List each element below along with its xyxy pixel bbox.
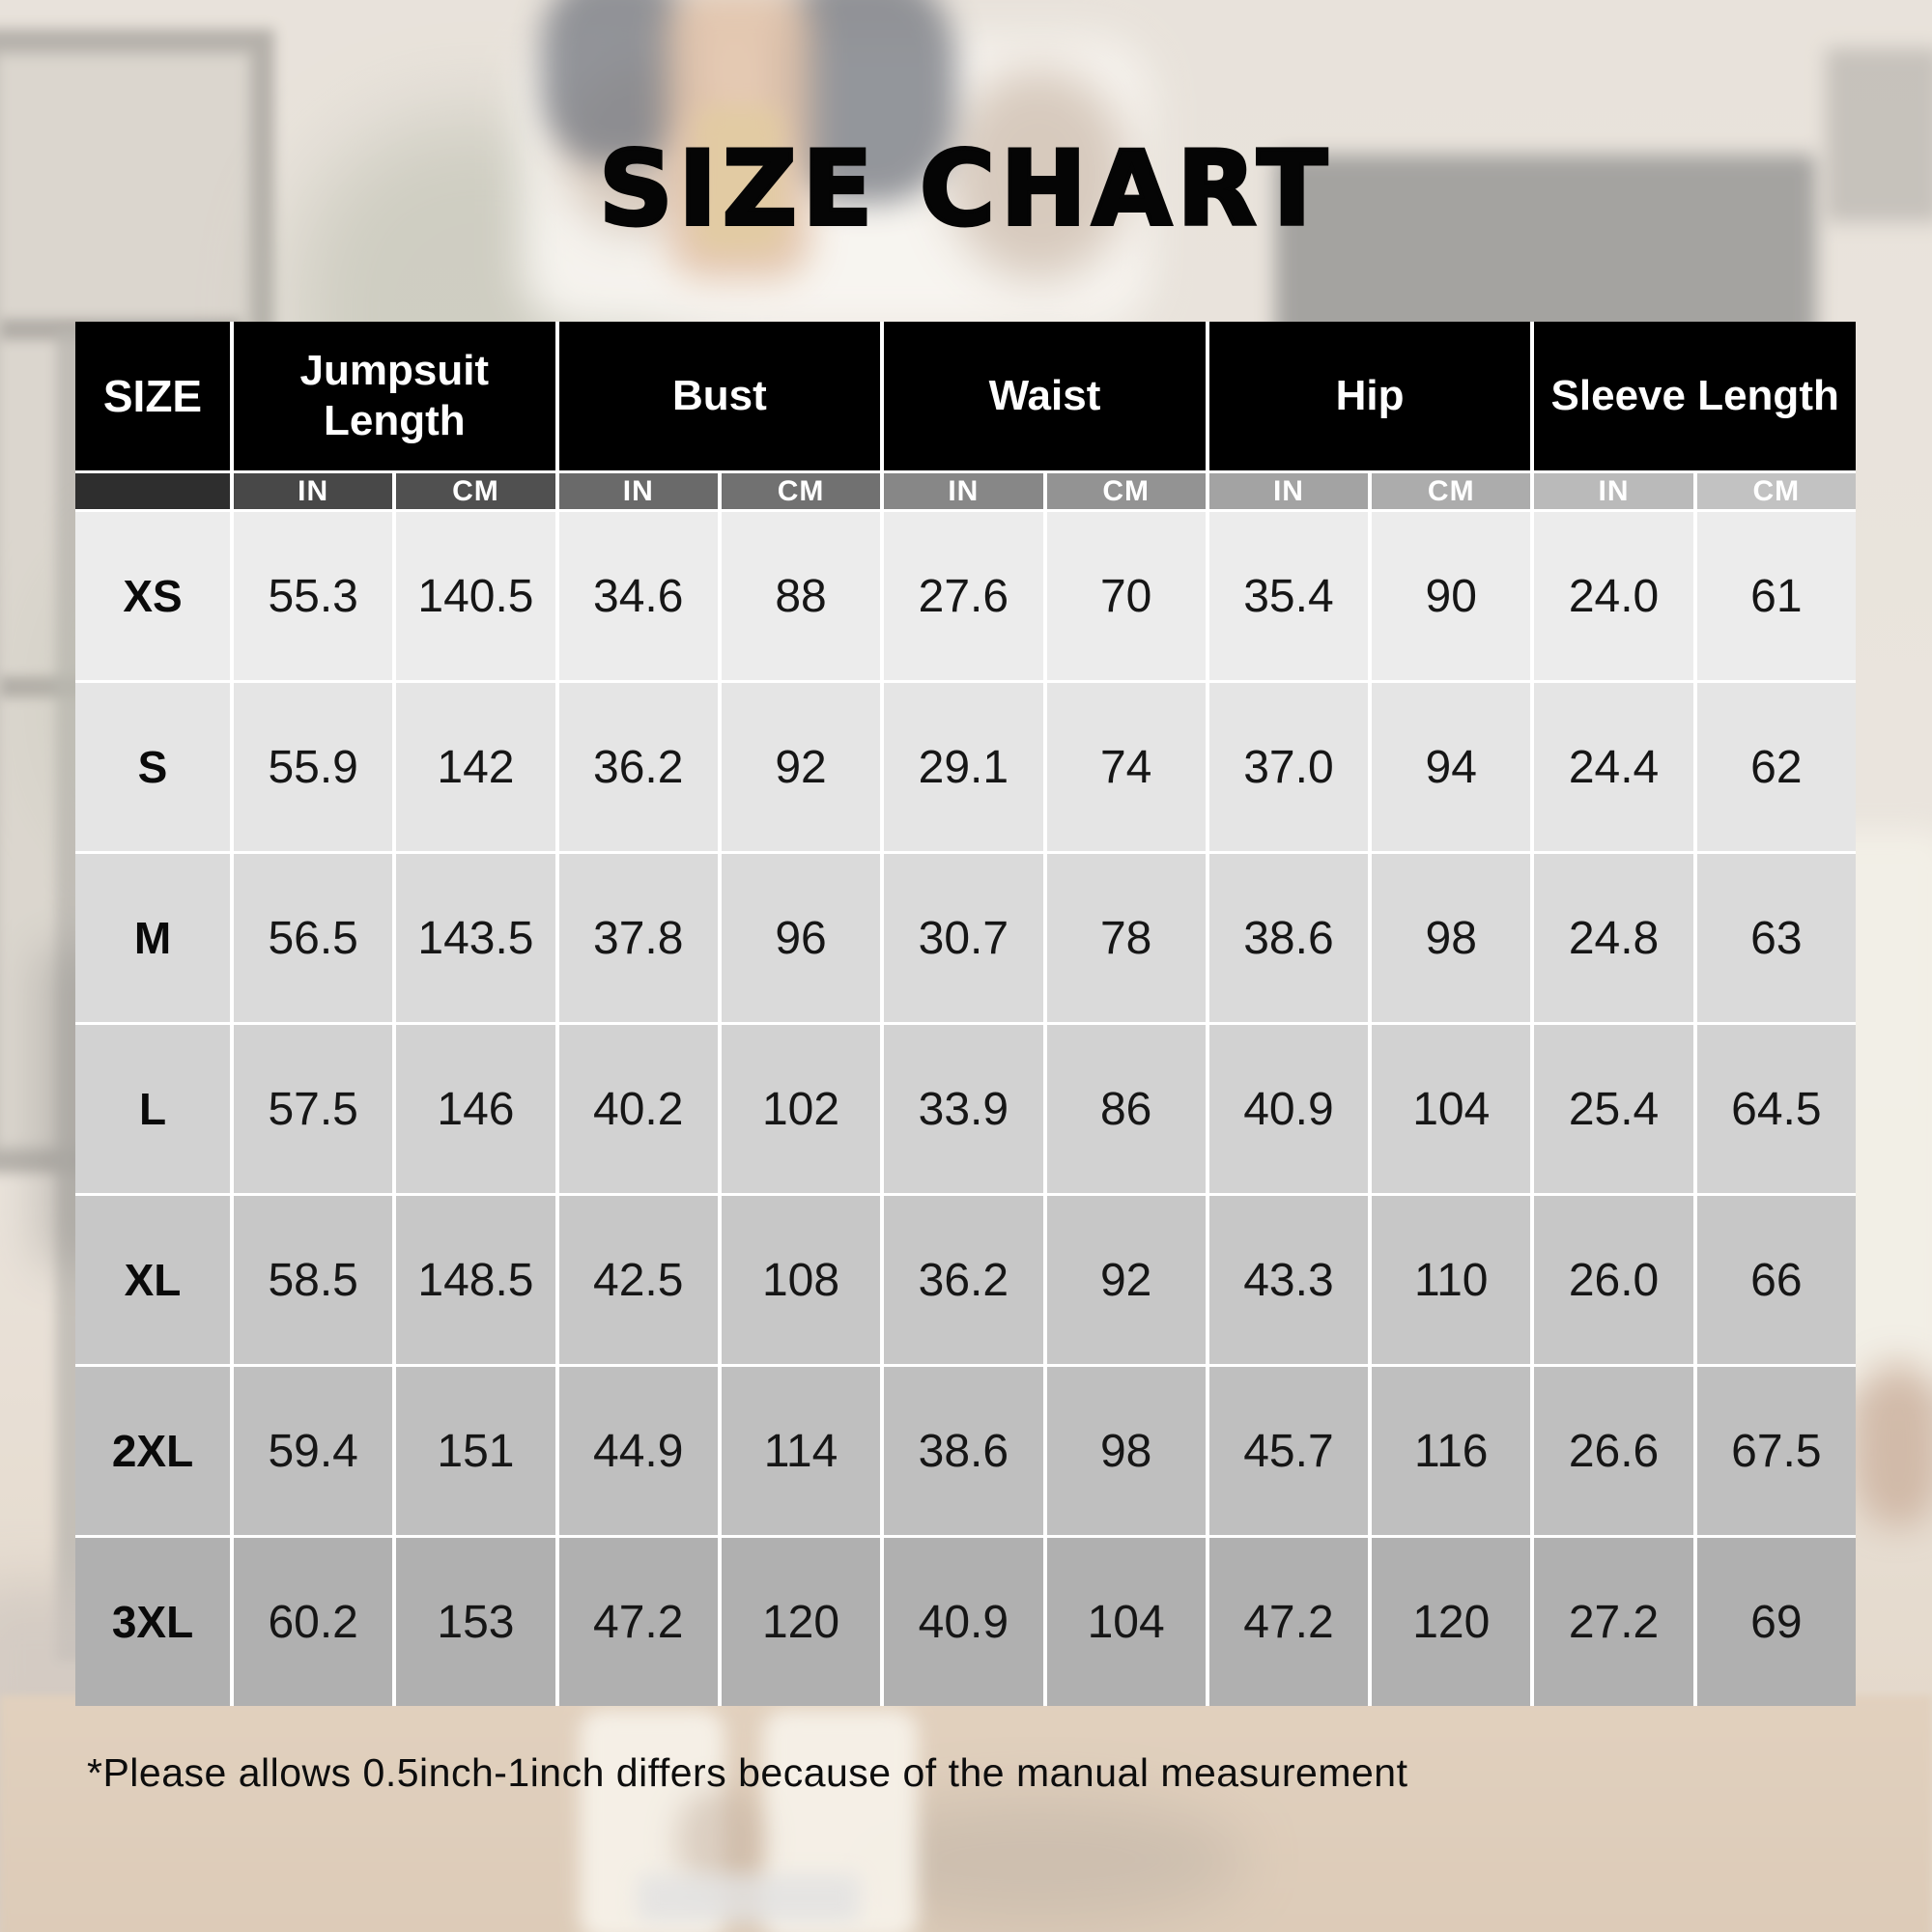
measure-cell: 33.9	[884, 1025, 1042, 1193]
measure-cell: 27.2	[1534, 1538, 1692, 1706]
measure-cell: 61	[1697, 512, 1856, 680]
measure-cell: 45.7	[1209, 1367, 1368, 1535]
measure-cell: 44.9	[559, 1367, 718, 1535]
measure-cell: 26.6	[1534, 1367, 1692, 1535]
measure-cell: 70	[1047, 512, 1206, 680]
unit-header-in: IN	[884, 473, 1042, 509]
measure-cell: 26.0	[1534, 1196, 1692, 1364]
measure-cell: 37.8	[559, 854, 718, 1022]
measure-cell: 40.9	[1209, 1025, 1368, 1193]
measure-cell: 104	[1047, 1538, 1206, 1706]
measure-cell: 98	[1047, 1367, 1206, 1535]
measure-cell: 24.8	[1534, 854, 1692, 1022]
measure-cell: 104	[1372, 1025, 1530, 1193]
unit-spacer-cell	[75, 473, 230, 509]
size-label-3xl: 3XL	[75, 1538, 230, 1706]
size-label-xs: XS	[75, 512, 230, 680]
measure-cell: 47.2	[1209, 1538, 1368, 1706]
measure-cell: 146	[396, 1025, 554, 1193]
measure-cell: 35.4	[1209, 512, 1368, 680]
size-label-m: M	[75, 854, 230, 1022]
measure-cell: 98	[1372, 854, 1530, 1022]
unit-header-cm: CM	[1697, 473, 1856, 509]
size-label-l: L	[75, 1025, 230, 1193]
measure-cell: 24.4	[1534, 683, 1692, 851]
measure-cell: 143.5	[396, 854, 554, 1022]
measure-cell: 38.6	[1209, 854, 1368, 1022]
measure-cell: 24.0	[1534, 512, 1692, 680]
measure-cell: 94	[1372, 683, 1530, 851]
unit-header-in: IN	[234, 473, 392, 509]
measure-cell: 55.9	[234, 683, 392, 851]
measure-cell: 67.5	[1697, 1367, 1856, 1535]
measure-cell: 36.2	[884, 1196, 1042, 1364]
measure-cell: 64.5	[1697, 1025, 1856, 1193]
measure-cell: 108	[722, 1196, 880, 1364]
measure-cell: 25.4	[1534, 1025, 1692, 1193]
col-header-hip: Hip	[1209, 322, 1531, 470]
measure-cell: 29.1	[884, 683, 1042, 851]
measure-cell: 74	[1047, 683, 1206, 851]
unit-header-in: IN	[559, 473, 718, 509]
measure-cell: 40.9	[884, 1538, 1042, 1706]
measure-cell: 90	[1372, 512, 1530, 680]
measure-cell: 69	[1697, 1538, 1856, 1706]
measure-cell: 110	[1372, 1196, 1530, 1364]
unit-header-cm: CM	[1047, 473, 1206, 509]
measure-cell: 142	[396, 683, 554, 851]
measure-cell: 47.2	[559, 1538, 718, 1706]
size-label-xl: XL	[75, 1196, 230, 1364]
unit-header-in: IN	[1534, 473, 1692, 509]
size-chart-table	[75, 322, 1856, 1706]
unit-header-cm: CM	[396, 473, 554, 509]
measure-cell: 34.6	[559, 512, 718, 680]
size-label-2xl: 2XL	[75, 1367, 230, 1535]
unit-header-cm: CM	[1372, 473, 1530, 509]
measure-cell: 120	[722, 1538, 880, 1706]
measure-cell: 148.5	[396, 1196, 554, 1364]
measure-cell: 86	[1047, 1025, 1206, 1193]
measure-cell: 92	[722, 683, 880, 851]
measure-cell: 120	[1372, 1538, 1530, 1706]
measure-cell: 116	[1372, 1367, 1530, 1535]
measure-cell: 36.2	[559, 683, 718, 851]
measure-cell: 96	[722, 854, 880, 1022]
measure-cell: 88	[722, 512, 880, 680]
measure-cell: 57.5	[234, 1025, 392, 1193]
page-title: SIZE CHART	[599, 129, 1333, 248]
measure-cell: 42.5	[559, 1196, 718, 1364]
measure-cell: 92	[1047, 1196, 1206, 1364]
size-label-s: S	[75, 683, 230, 851]
measure-cell: 102	[722, 1025, 880, 1193]
measure-cell: 66	[1697, 1196, 1856, 1364]
measure-cell: 27.6	[884, 512, 1042, 680]
measure-cell: 151	[396, 1367, 554, 1535]
col-header-bust: Bust	[559, 322, 881, 470]
measure-cell: 58.5	[234, 1196, 392, 1364]
measure-cell: 140.5	[396, 512, 554, 680]
measure-cell: 43.3	[1209, 1196, 1368, 1364]
unit-header-cm: CM	[722, 473, 880, 509]
measure-cell: 38.6	[884, 1367, 1042, 1535]
col-header-sleeve-length: Sleeve Length	[1534, 322, 1856, 470]
measure-cell: 78	[1047, 854, 1206, 1022]
measure-cell: 114	[722, 1367, 880, 1535]
measure-cell: 37.0	[1209, 683, 1368, 851]
measure-cell: 60.2	[234, 1538, 392, 1706]
measure-cell: 59.4	[234, 1367, 392, 1535]
col-header-jumpsuit-length: Jumpsuit Length	[234, 322, 555, 470]
measure-cell: 63	[1697, 854, 1856, 1022]
measurement-disclaimer: *Please allows 0.5inch-1inch differs because of the manual measurement	[87, 1750, 1408, 1795]
measure-cell: 153	[396, 1538, 554, 1706]
col-header-size: SIZE	[75, 322, 230, 470]
col-header-waist: Waist	[884, 322, 1206, 470]
unit-header-in: IN	[1209, 473, 1368, 509]
measure-cell: 56.5	[234, 854, 392, 1022]
measure-cell: 30.7	[884, 854, 1042, 1022]
measure-cell: 40.2	[559, 1025, 718, 1193]
measure-cell: 55.3	[234, 512, 392, 680]
measure-cell: 62	[1697, 683, 1856, 851]
